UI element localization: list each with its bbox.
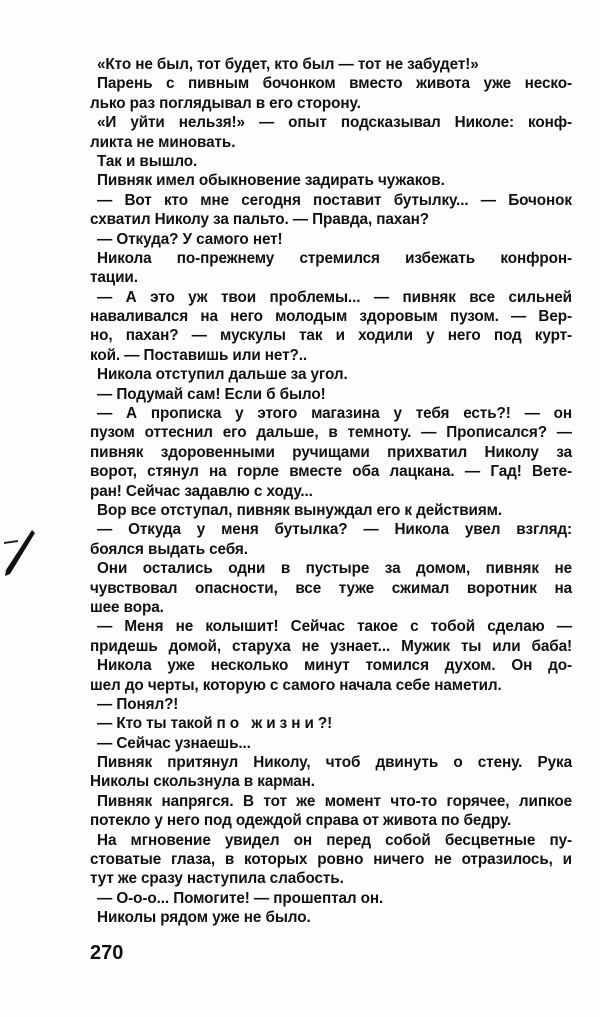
- text-line: ран! Сейчас задавлю с ходу...: [90, 482, 313, 500]
- text-line: На мгновение увидел он перед собой бесцветные пу-: [97, 831, 572, 849]
- text-line: Никола отступил дальше за угол.: [97, 366, 348, 384]
- text-line: Парень с пивным бочонком вместо живота уже неско-: [97, 75, 572, 93]
- text-line: — Сейчас узнаешь...: [97, 734, 251, 752]
- text-line: Пивняк напрягся. В тот же момент что-то горячее, липкое: [97, 792, 572, 810]
- text-line: придешь домой, старуха не узнает... Мужик ты или баба!: [90, 637, 572, 655]
- text-line: — А прописка у этого магазина у тебя есть?! — он: [97, 405, 572, 423]
- text-line: Вор все отступал, пивняк вынуждал его к действиям.: [97, 501, 503, 519]
- text-line: — Понял?!: [97, 695, 179, 713]
- text-line: наваливался на него молодым здоровым пузом. — Вер-: [90, 308, 572, 326]
- text-line: чувствовал опасности, все туже сжимал воротник на: [90, 579, 572, 597]
- text-line: Они остались одни в пустыре за домом, пивняк не: [97, 560, 572, 578]
- text-line: пивняк здоровенными ручищами прихватил Николу за: [90, 443, 572, 461]
- text-line: — О-о-о... Помогите! — прошептал он.: [97, 889, 384, 907]
- text-line: шее вора.: [90, 598, 164, 616]
- text-line: Никола уже несколько минут томился духом. Он до-: [97, 657, 572, 675]
- text-line: — Кто ты такой по жизни?!: [97, 715, 333, 733]
- body-text: [90, 55, 572, 928]
- text-line: пузом оттеснил его дальше, в темноту. — Прописался? —: [90, 424, 572, 442]
- text-line: — А это уж твои проблемы... — пивняк все сильней: [97, 288, 572, 306]
- text-line: боялся выдать себя.: [90, 540, 248, 558]
- text-line: — Вот кто мне сегодня поставит бутылку... — Бочонок: [97, 191, 572, 209]
- text-line: схватил Николу за пальто. — Правда, пахан?: [90, 211, 430, 229]
- text-line: Никола по-прежнему стремился избежать конфрон-: [97, 249, 572, 267]
- text-line: потекло у него под одеждой справа от живота по бедру.: [90, 812, 512, 830]
- text-line: — Откуда у меня бутылка? — Никола увел взгляд:: [97, 521, 572, 539]
- text-line: Пивняк имел обыкновение задирать чужаков.: [97, 172, 445, 190]
- text-line: стоватые глаза, в которых ровно ничего не отразилось, и: [90, 851, 572, 869]
- text-line: ворот, стянул на горле вместе оба лацкана. — Гад! Вете-: [90, 463, 572, 481]
- page-number: 270: [90, 942, 124, 964]
- text-line: «Кто не был, тот будет, кто был — тот не забудет!»: [97, 56, 479, 73]
- text-line: Николы скользнула в карман.: [90, 773, 315, 791]
- text-line: кой. — Поставишь или нет?..: [90, 346, 308, 364]
- text-line: но, пахан? — мускулы так и ходили у него под курт-: [90, 327, 572, 345]
- text-line: лько раз поглядывал в его сторону.: [90, 94, 361, 112]
- text-line: тут же сразу наступила слабость.: [90, 870, 344, 888]
- text-line: — Подумай сам! Если б было!: [97, 385, 326, 403]
- emphasis-spaced: по жизни: [216, 715, 318, 733]
- text-line: «И уйти нельзя!» — опыт подсказывал Николе: конф-: [97, 114, 572, 132]
- text-line: шел до черты, которую с самого начала себе наметил.: [90, 676, 502, 694]
- text-line: Так и вышло.: [97, 152, 198, 170]
- text-line: — Откуда? У самого нет!: [97, 230, 283, 248]
- text-line: тации.: [90, 269, 138, 287]
- scan-margin-mark: [2, 528, 36, 578]
- text-line: ликта не миновать.: [90, 133, 236, 151]
- text-line: Николы рядом уже не было.: [97, 909, 311, 927]
- text-line: — Меня не колышит! Сейчас такое с тобой сделаю —: [97, 618, 572, 636]
- text-line: Пивняк притянул Николу, чтоб двинуть о стену. Рука: [97, 754, 572, 772]
